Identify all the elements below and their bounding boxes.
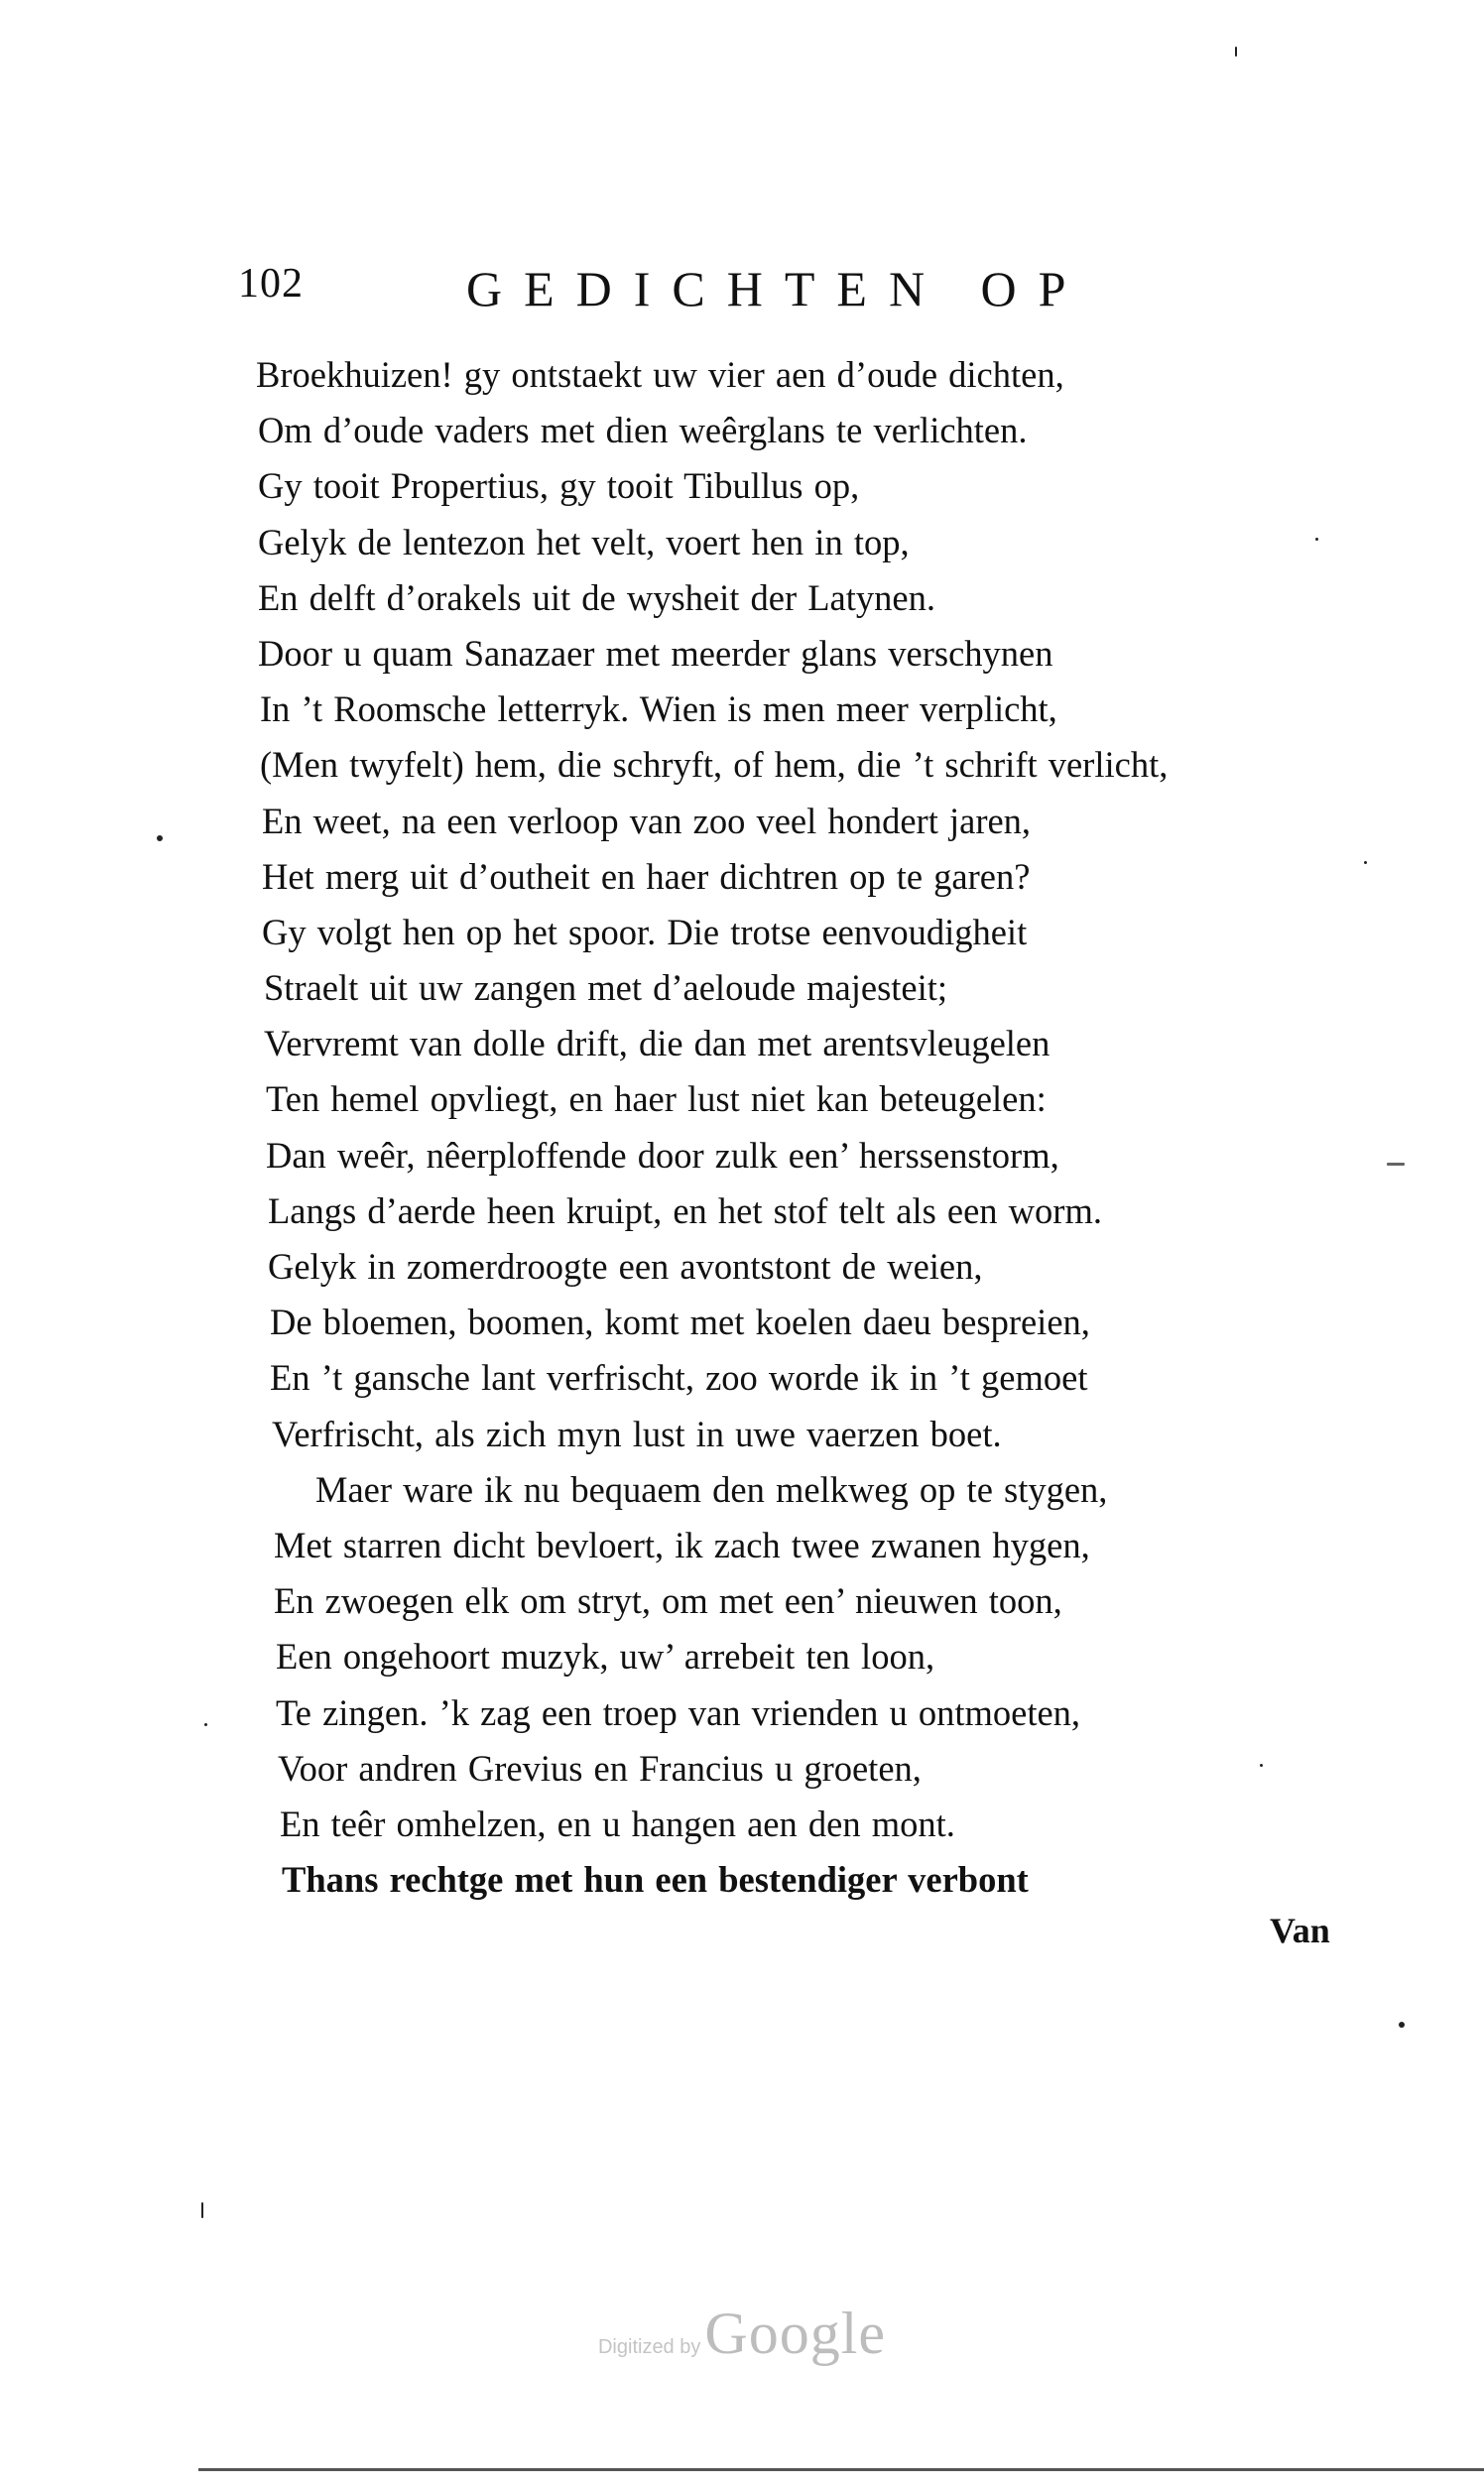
- verse-line: Gy tooit Propertius, gy tooit Tibullus op,: [258, 465, 860, 507]
- verse-line: Dan weêr, nêerploffende door zulk een’ herssenstorm,: [266, 1134, 1059, 1176]
- verse-line: Voor andren Grevius en Francius u groeten,: [278, 1747, 922, 1789]
- verse-line: Gelyk in zomerdroogte een avontstont de weien,: [268, 1246, 983, 1287]
- verse-line: In ’t Roomsche letterryk. Wien is men meer verplicht,: [260, 688, 1057, 730]
- scan-speck: [1235, 47, 1237, 57]
- google-logo: Google: [704, 2301, 887, 2366]
- verse-line: Vervremt van dolle drift, die dan met arentsvleugelen: [264, 1023, 1051, 1064]
- verse-line: Straelt uit uw zangen met d’aeloude majesteit;: [264, 967, 948, 1009]
- verse-line: Door u quam Sanazaer met meerder glans verschynen: [258, 632, 1053, 674]
- catchword: Van: [1270, 1911, 1330, 1950]
- verse-line: Gelyk de lentezon het velt, voert hen in top,: [258, 521, 910, 562]
- verse-line: Gy volgt hen op het spoor. Die trotse eenvoudigheit: [262, 911, 1028, 952]
- verse-line: Thans rechtge met hun een bestendiger verbont: [282, 1859, 1029, 1901]
- scan-speck: [201, 2202, 203, 2218]
- verse-line: Te zingen. ’k zag een troep van vrienden u ontmoeten,: [276, 1691, 1081, 1733]
- verse-line: Om d’oude vaders met dien weêrglans te verlichten.: [258, 410, 1028, 451]
- poem-text: [248, 347, 1339, 1908]
- digitization-watermark: [0, 2300, 1484, 2368]
- page-header: [238, 260, 1230, 319]
- verse-line: Verfrischt, als zich myn lust in uwe vaerzen boet.: [272, 1413, 1002, 1454]
- scan-speck: [1364, 861, 1367, 864]
- verse-line: Ten hemel opvliegt, en haer lust niet kan beteugelen:: [266, 1078, 1047, 1120]
- digitized-by-label: Digitized by: [597, 2336, 701, 2358]
- page-number: 102: [238, 261, 304, 307]
- verse-line: Het merg uit d’outheit en haer dichtren op te garen?: [262, 855, 1031, 897]
- verse-line: Met starren dicht bevloert, ik zach twee zwanen hygen,: [274, 1524, 1090, 1565]
- scan-speck: [1387, 1163, 1405, 1166]
- verse-line: En weet, na een verloop van zoo veel hondert jaren,: [262, 800, 1032, 841]
- verse-line: En ’t gansche lant verfrischt, zoo worde ik in ’t gemoet: [270, 1357, 1088, 1399]
- verse-line: En teêr omhelzen, en u hangen aen den mont.: [280, 1803, 955, 1844]
- page-edge-line: [198, 2468, 1484, 2471]
- verse-line-indented: Maer ware ik nu bequaem den melkweg op te stygen,: [315, 1468, 1108, 1510]
- scan-speck: [1260, 1764, 1263, 1767]
- scan-speck: [1399, 2022, 1405, 2028]
- verse-line: En zwoegen elk om stryt, om met een’ nieuwen toon,: [274, 1580, 1062, 1622]
- verse-line: Broekhuizen! gy ontstaekt uw vier aen d’oude dichten,: [256, 354, 1064, 395]
- scan-speck: [1315, 538, 1318, 541]
- verse-line: Langs d’aerde heen kruipt, en het stof telt als een worm.: [268, 1189, 1102, 1231]
- verse-line: En delft d’orakels uit de wysheit der Latynen.: [258, 576, 935, 618]
- running-title: GEDICHTEN OP: [466, 261, 1088, 316]
- scan-speck: [157, 835, 163, 841]
- scan-speck: [204, 1723, 207, 1726]
- verse-line: De bloemen, boomen, komt met koelen daeu bespreien,: [270, 1302, 1090, 1343]
- verse-line: Een ongehoort muzyk, uw’ arrebeit ten loon,: [276, 1636, 935, 1678]
- verse-line: (Men twyfelt) hem, die schryft, of hem, die ’t schrift verlicht,: [260, 744, 1169, 786]
